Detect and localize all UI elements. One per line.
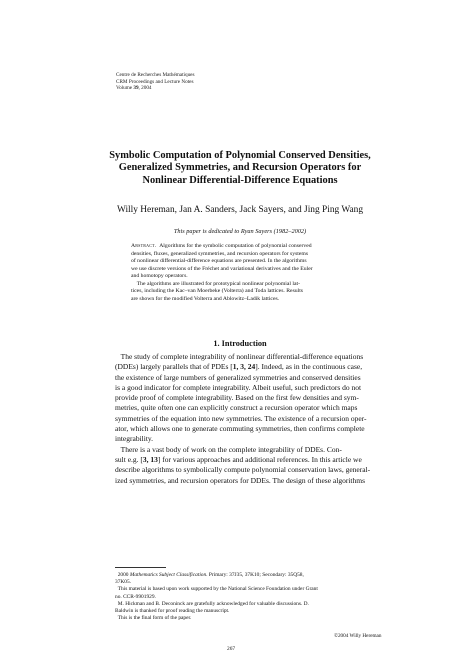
- citation: 1, 3, 24: [232, 362, 256, 372]
- abstract-label: Abstract.: [131, 243, 157, 249]
- body-text: [115, 352, 393, 486]
- footnote-line: 2000 Mathematics Subject Classification. Primary: 37J35, 37K10; Secondary: 35Q58,: [117, 572, 304, 578]
- footnote-line: 37K05.: [115, 579, 132, 586]
- body-line: metries, quite often one can explicitly construct a recursion operator which maps: [115, 403, 358, 413]
- header-institution: Centre de Recherches Mathématiques: [116, 72, 195, 78]
- body-line: ator, which allows one to generate commuting symmetries, then confirms complete: [115, 424, 365, 434]
- header-volume: Volume 39, 2004: [116, 85, 152, 92]
- title-line-3: Nonlinear Differential-Difference Equations: [142, 174, 338, 186]
- abstract-line: and homotopy operators.: [131, 273, 188, 279]
- page-number: 267: [227, 646, 236, 652]
- abstract-line: The algorithms are illustrated for prototypical nonlinear polynomial lat-: [136, 280, 300, 287]
- body-line: integrability.: [115, 434, 154, 444]
- dedication: This paper is dedicated to Ryan Sayers (1982–2002): [173, 228, 307, 235]
- body-line: There is a vast body of work on the complete integrability of DDEs. Con-: [120, 444, 342, 454]
- body-line: (DDEs) largely parallels that of PDEs [1, 3, 24]. Indeed, as in the continuous case,: [115, 362, 363, 372]
- abstract-line: tices, including the Kac–van Moerbeke (Volterra) and Toda lattices. Results: [131, 288, 304, 294]
- footnotes: [115, 572, 393, 622]
- body-line: ized symmetries, and recursion operators for DDEs. The design of these algorithms: [115, 475, 366, 485]
- copyright-notice: ©2004 Willy Hereman: [334, 633, 382, 639]
- footnote-line: This material is based upon work supported by the National Science Foundation under Grant: [117, 586, 318, 593]
- body-line: describe algorithms to symbolically compute polynomial conservation laws, general-: [115, 465, 371, 475]
- volume-number: 39: [133, 85, 139, 92]
- footnote-rule: [115, 567, 166, 568]
- author-list: Willy Hereman, Jan A. Sanders, Jack Sayers, and Jing Ping Wang: [116, 205, 364, 215]
- abstract-line: are shown for the modified Volterra and Ablowitz–Ladik lattices.: [131, 295, 280, 302]
- section-heading-introduction: 1. Introduction: [213, 339, 267, 348]
- abstract-line: Abstract. Algorithms for the symbolic computation of polynomial conserved: [131, 243, 312, 249]
- footnote-line: M. Hickman and B. Deconinck are gratefully acknowledged for valuable discussions. D.: [117, 600, 309, 607]
- citation: 3, 13: [142, 454, 158, 464]
- footnote-line: no. CCR-9901929.: [115, 593, 156, 600]
- title-line-2: Generalized Symmetries, and Recursion Operators for: [118, 162, 362, 174]
- body-line: provide proof of complete integrability. Based on the first few densities and sym-: [115, 393, 359, 403]
- header-series: CRM Proceedings and Lecture Notes: [116, 78, 194, 85]
- abstract: [131, 243, 361, 303]
- abstract-line: densities, fluxes, generalized symmetries, and recursion operators for systems: [131, 250, 309, 257]
- footnote-line: This is the final form of the paper.: [117, 615, 192, 622]
- body-line: symmetries of the equation into new symmetries. The existence of a recursion oper-: [115, 413, 367, 423]
- journal-header: [116, 72, 195, 92]
- abstract-line: we use discrete versions of the Fréchet and variational derivatives and the Euler: [131, 265, 313, 272]
- body-line: the existence of large numbers of generalized symmetries and conserved densities: [115, 372, 361, 382]
- body-line: sult e.g. [3, 13] for various approaches and additional references. In this article we: [115, 454, 362, 464]
- footnote-line: Baldwin is thanked for proof reading the manuscript.: [115, 608, 230, 615]
- abstract-line: of nonlinear differential-difference equations are presented. In the algorithms: [131, 258, 307, 264]
- body-line: The study of complete integrability of nonlinear differential-difference equations: [120, 352, 364, 361]
- paper-title: [90, 150, 390, 187]
- body-line: is a good indicator for complete integrability. Albeit useful, such predictors do not: [115, 382, 362, 392]
- title-line-1: Symbolic Computation of Polynomial Conserved Densities,: [109, 150, 371, 161]
